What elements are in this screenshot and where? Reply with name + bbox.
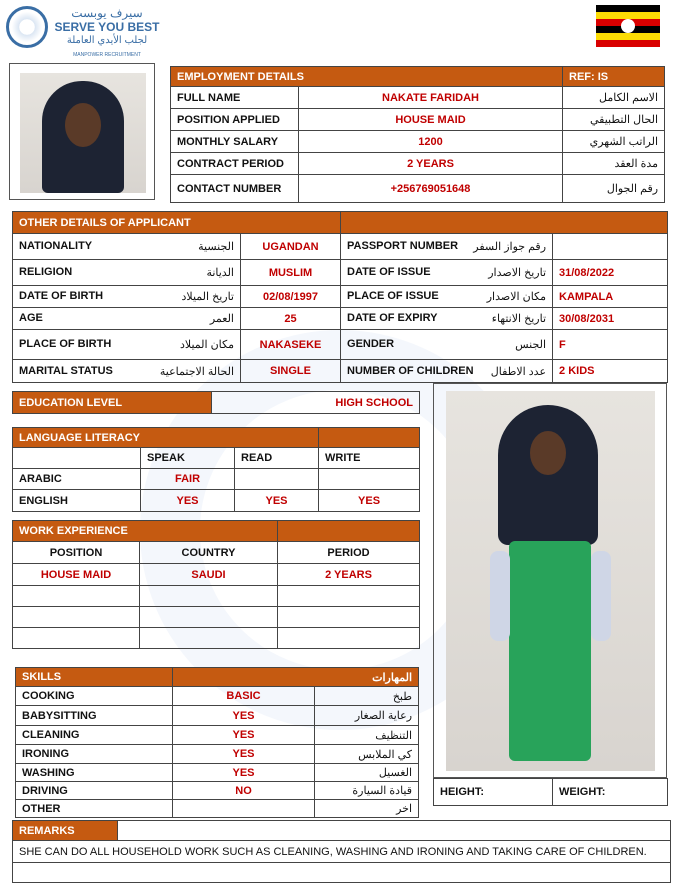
table-row: [16, 800, 419, 818]
work-country-value: SAUDI: [140, 564, 278, 586]
skill-babysitting-label-ar: رعاية الصغار: [315, 706, 419, 726]
passport-number-label: PASSPORT NUMBER: [347, 240, 459, 252]
period-header: PERIOD: [278, 542, 420, 564]
passport-number-value: [553, 234, 668, 260]
place-of-birth-label-ar: مكان الميلاد: [179, 339, 234, 351]
table-row: [16, 726, 419, 745]
skill-cleaning-label: CLEANING: [16, 726, 173, 745]
skill-washing-label-ar: الغسيل: [315, 764, 419, 782]
work-experience-table: [12, 520, 420, 649]
gender-label-ar: الجنس: [515, 339, 547, 351]
gender-label: GENDER: [347, 338, 395, 350]
measurements-table: [433, 778, 668, 806]
skills-table: [15, 667, 419, 818]
date-of-issue-label: DATE OF ISSUE: [347, 266, 431, 278]
number-of-children-value: 2 KIDS: [553, 360, 668, 383]
contract-period-value: 2 YEARS: [299, 153, 563, 175]
marital-status-label: MARITAL STATUS: [19, 364, 113, 377]
contact-number-label: CONTACT NUMBER: [171, 175, 299, 203]
table-row: [13, 586, 420, 607]
position-applied-label-ar: الحال التطبيقي: [563, 109, 665, 131]
portrait-photo: [20, 73, 146, 193]
logo-sub-english: MANPOWER RECRUITMENT: [73, 52, 141, 58]
education-level-value: HIGH SCHOOL: [212, 392, 420, 414]
skill-driving-label-ar: قيادة السيارة: [315, 782, 419, 800]
religion-label-ar: الديانة: [206, 267, 234, 279]
table-row: [13, 260, 668, 286]
skill-babysitting-label: BABYSITTING: [16, 706, 173, 726]
monthly-salary-label-ar: الراتب الشهري: [563, 131, 665, 153]
skill-other-value: [173, 800, 315, 818]
date-of-birth-label-ar: تاريخ الميلاد: [181, 291, 234, 303]
table-row: [16, 764, 419, 782]
position-applied-label: POSITION APPLIED: [171, 109, 299, 131]
place-of-issue-label: PLACE OF ISSUE: [347, 290, 439, 302]
monthly-salary-label: MONTHLY SALARY: [171, 131, 299, 153]
logo-english: SERVE YOU BEST: [54, 20, 160, 34]
religion-value: MUSLIM: [241, 260, 341, 286]
full-body-photo-frame: [433, 383, 667, 778]
place-of-birth-value: NAKASEKE: [241, 330, 341, 360]
skill-washing-value: YES: [173, 764, 315, 782]
full-name-label: FULL NAME: [171, 87, 299, 109]
position-applied-value: HOUSE MAID: [299, 109, 563, 131]
remarks-text: SHE CAN DO ALL HOUSEHOLD WORK SUCH AS CLEANING, WASHING AND IRONING AND TAKING CARE OF CHILDREN.: [13, 841, 671, 863]
remarks-title: REMARKS: [13, 821, 118, 841]
skill-ironing-label: IRONING: [16, 745, 173, 764]
passport-number-label-ar: رقم جواز السفر: [473, 241, 547, 253]
full-name-label-ar: الاسم الكامل: [563, 87, 665, 109]
date-of-expiry-label: DATE OF EXPIRY: [347, 312, 438, 324]
write-header: WRITE: [319, 448, 420, 469]
table-row: [16, 745, 419, 764]
language-literacy-title: LANGUAGE LITERACY: [13, 428, 319, 448]
table-row: [13, 607, 420, 628]
marital-status-label-ar: الحالة الاجتماعية: [159, 365, 234, 378]
logo-sub-arabic: لجلب الأيدي العاملة: [66, 35, 148, 46]
date-of-birth-value: 02/08/1997: [241, 286, 341, 308]
place-of-issue-label-ar: مكان الاصدار: [486, 291, 547, 303]
table-row: [13, 564, 420, 586]
arabic-speak-value: FAIR: [141, 469, 235, 490]
age-label: AGE: [19, 312, 43, 324]
table-row: [16, 687, 419, 706]
language-english: ENGLISH: [13, 490, 141, 512]
number-of-children-label-ar: عدد الاطفال: [490, 365, 547, 378]
gender-value: F: [553, 330, 668, 360]
nationality-label-ar: الجنسية: [198, 241, 234, 253]
position-header: POSITION: [13, 542, 140, 564]
skill-other-label: OTHER: [16, 800, 173, 818]
date-of-birth-label: DATE OF BIRTH: [19, 290, 104, 302]
english-read-value: YES: [235, 490, 319, 512]
contact-number-value: +256769051648: [299, 175, 563, 203]
ref-label: REF: IS: [563, 67, 665, 87]
language-arabic: ARABIC: [13, 469, 141, 490]
work-period-value: 2 YEARS: [278, 564, 420, 586]
weight-label: WEIGHT:: [553, 779, 668, 806]
monthly-salary-value: 1200: [299, 131, 563, 153]
date-of-expiry-value: 30/08/2031: [553, 308, 668, 330]
skill-cooking-value: BASIC: [173, 687, 315, 706]
contact-number-label-ar: رقم الجوال: [563, 175, 665, 203]
full-body-photo: [446, 391, 655, 771]
employment-details-table: [170, 66, 665, 203]
skills-title-ar: المهارات: [173, 668, 419, 687]
logo-arabic: سيرف يوبست: [71, 6, 143, 20]
date-of-expiry-label-ar: تاريخ الانتهاء: [491, 313, 547, 325]
skills-title: SKILLS: [16, 668, 173, 687]
country-header: COUNTRY: [140, 542, 278, 564]
work-position-value: HOUSE MAID: [13, 564, 140, 586]
skill-ironing-value: YES: [173, 745, 315, 764]
employment-details-title: EMPLOYMENT DETAILS: [171, 67, 563, 87]
table-row: [13, 628, 420, 649]
marital-status-value: SINGLE: [241, 360, 341, 383]
education-table: [12, 391, 420, 414]
other-details-table: [12, 211, 668, 383]
portrait-photo-frame: [9, 63, 155, 200]
skill-babysitting-value: YES: [173, 706, 315, 726]
table-row: [13, 490, 420, 512]
age-value: 25: [241, 308, 341, 330]
skill-cooking-label: COOKING: [16, 687, 173, 706]
logo-text: [52, 6, 162, 62]
table-row: [16, 706, 419, 726]
arabic-write-value: [319, 469, 420, 490]
skill-driving-value: NO: [173, 782, 315, 800]
place-of-birth-label: PLACE OF BIRTH: [19, 338, 112, 350]
uganda-flag-icon: [596, 5, 660, 47]
other-details-title: OTHER DETAILS OF APPLICANT: [13, 212, 341, 234]
language-literacy-table: [12, 427, 420, 512]
skill-washing-label: WASHING: [16, 764, 173, 782]
skill-cleaning-label-ar: التنظيف: [315, 726, 419, 745]
nationality-value: UGANDAN: [241, 234, 341, 260]
arabic-read-value: [235, 469, 319, 490]
read-header: READ: [235, 448, 319, 469]
height-label: HEIGHT:: [434, 779, 553, 806]
skill-other-label-ar: اخر: [315, 800, 419, 818]
skill-driving-label: DRIVING: [16, 782, 173, 800]
remarks-table: [12, 820, 671, 883]
table-row: [13, 360, 668, 383]
table-row: [16, 782, 419, 800]
contract-period-label-ar: مدة العقد: [563, 153, 665, 175]
contract-period-label: CONTRACT PERIOD: [171, 153, 299, 175]
date-of-issue-value: 31/08/2022: [553, 260, 668, 286]
education-level-label: EDUCATION LEVEL: [13, 392, 212, 414]
table-row: [13, 234, 668, 260]
table-row: [13, 469, 420, 490]
logo-icon: [6, 6, 48, 48]
work-experience-title: WORK EXPERIENCE: [13, 521, 278, 542]
table-row: [13, 286, 668, 308]
skill-ironing-label-ar: كي الملابس: [315, 745, 419, 764]
skill-cooking-label-ar: طبخ: [315, 687, 419, 706]
place-of-issue-value: KAMPALA: [553, 286, 668, 308]
nationality-label: NATIONALITY: [19, 240, 93, 252]
table-row: [13, 308, 668, 330]
number-of-children-label: NUMBER OF CHILDREN: [347, 364, 474, 377]
date-of-issue-label-ar: تاريخ الاصدار: [488, 267, 547, 279]
full-name-value: NAKATE FARIDAH: [299, 87, 563, 109]
table-row: [13, 330, 668, 360]
english-speak-value: YES: [141, 490, 235, 512]
english-write-value: YES: [319, 490, 420, 512]
age-label-ar: العمر: [209, 313, 234, 325]
skill-cleaning-value: YES: [173, 726, 315, 745]
religion-label: RELIGION: [19, 266, 73, 278]
speak-header: SPEAK: [141, 448, 235, 469]
